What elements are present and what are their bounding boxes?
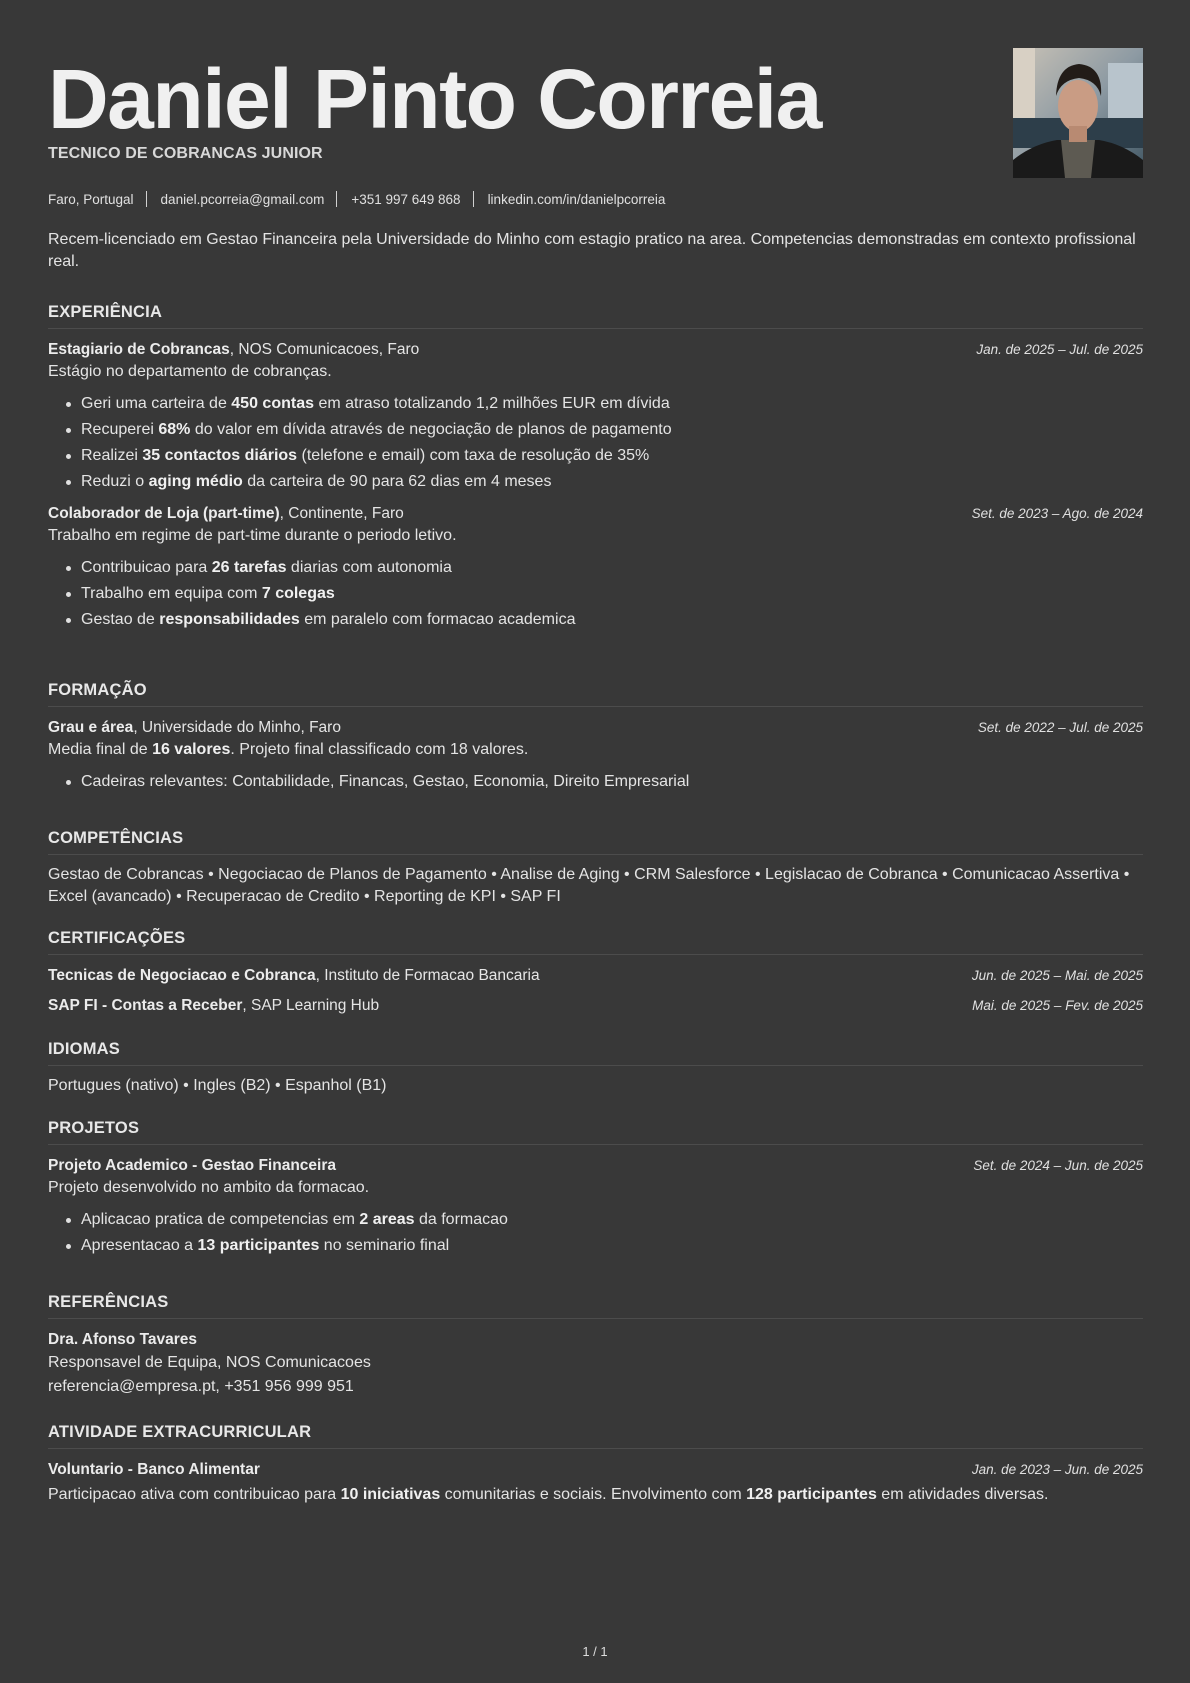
section-title: COMPETÊNCIAS <box>48 828 1143 855</box>
separator <box>336 191 337 207</box>
certification-entry: Tecnicas de Negociacao e Cobranca, Instituto de Formacao Bancaria Jun. de 2025 – Mai. de 2025 <box>48 965 1143 987</box>
role-title: Estagiario de Cobrancas <box>48 341 230 358</box>
profile-summary: Recem-licenciado em Gestao Financeira pela Universidade do Minho com estagio pratico na area. Competencias demonstradas em contexto profissional real. <box>48 231 1136 270</box>
list-item: Geri uma carteira de 450 contas em atraso totalizando 1,2 milhões EUR em dívida <box>48 391 1143 417</box>
languages-list: Portugues (nativo) • Ingles (B2) • Espanhol (B1) <box>48 1077 387 1094</box>
education-section <box>48 680 1143 795</box>
reference-name: Dra. Afonso Tavares <box>48 1331 198 1348</box>
project-title: Projeto Academico - Gestao Financeira <box>48 1157 336 1174</box>
activity-title: Voluntario - Banco Alimentar <box>48 1461 260 1478</box>
section-title: REFERÊNCIAS <box>48 1292 1143 1319</box>
location-text: Faro, Portugal <box>48 191 134 207</box>
date-range: Jun. de 2025 – Mai. de 2025 <box>971 968 1143 983</box>
list-item: Gestao de responsabilidades em paralelo com formacao academica <box>48 607 1143 633</box>
institution: , Universidade do Minho, Faro <box>133 719 341 736</box>
experience-entry <box>48 503 1143 633</box>
skills-section <box>48 828 1143 908</box>
separator <box>146 191 147 207</box>
date-range: Set. de 2023 – Ago. de 2024 <box>971 506 1143 521</box>
portrait-image-icon <box>1013 48 1143 178</box>
reference-role: Responsavel de Equipa, NOS Comunicacoes <box>48 1354 371 1371</box>
list-item: Contribuicao para 26 tarefas diarias com autonomia <box>48 555 1143 581</box>
achievement-list <box>48 555 1143 633</box>
separator <box>473 191 474 207</box>
entry-description: Estágio no departamento de cobranças. <box>48 363 332 380</box>
entry-description: Trabalho em regime de part-time durante o periodo letivo. <box>48 527 457 544</box>
skills-list: Gestao de Cobrancas • Negociacao de Planos de Pagamento • Analise de Aging • CRM Salesforce • Legislacao de Cobranca • Comunicacao Assertiva • Excel (avancado) • Recuperacao de Credito • Reporting de KPI • SAP FI <box>48 866 1130 905</box>
section-title: FORMAÇÃO <box>48 680 1143 707</box>
job-title: TECNICO DE COBRANCAS JUNIOR <box>48 145 323 162</box>
projects-section <box>48 1118 1143 1259</box>
date-range: Jan. de 2025 – Jul. de 2025 <box>976 342 1143 357</box>
languages-section <box>48 1039 1143 1097</box>
date-range: Mai. de 2025 – Fev. de 2025 <box>972 998 1143 1013</box>
courses-list <box>48 769 1143 795</box>
list-item: Reduzi o aging médio da carteira de 90 para 62 dias em 4 meses <box>48 469 1143 495</box>
linkedin-link[interactable]: linkedin.com/in/danielpcorreia <box>487 191 666 207</box>
candidate-name: Daniel Pinto Correia <box>48 52 821 146</box>
date-range: Set. de 2024 – Jun. de 2025 <box>973 1158 1143 1173</box>
list-item: Cadeiras relevantes: Contabilidade, Financas, Gestao, Economia, Direito Empresarial <box>48 769 1143 795</box>
page-number: 1 / 1 <box>582 1644 608 1659</box>
degree-title: Grau e área <box>48 719 134 736</box>
role-title: Colaborador de Loja (part-time) <box>48 505 280 522</box>
section-title: IDIOMAS <box>48 1039 1143 1066</box>
date-range: Set. de 2022 – Jul. de 2025 <box>977 720 1143 735</box>
project-bullets <box>48 1207 1143 1259</box>
education-description: Media final de 16 valores. Projeto final classificado com 18 valores. <box>48 741 529 758</box>
section-title: ATIVIDADE EXTRACURRICULAR <box>48 1422 1143 1449</box>
extracurricular-section <box>48 1422 1143 1506</box>
certifications-section <box>48 928 1143 1017</box>
achievement-list <box>48 391 1143 495</box>
reference-contact: referencia@empresa.pt, +351 956 999 951 <box>48 1378 354 1395</box>
list-item: Realizei 35 contactos diários (telefone e email) com taxa de resolução de 35% <box>48 443 1143 469</box>
certification-entry: SAP FI - Contas a Receber, SAP Learning Hub Mai. de 2025 – Fev. de 2025 <box>48 995 1143 1017</box>
organization: , Continente, Faro <box>279 505 404 522</box>
list-item: Apresentacao a 13 participantes no seminario final <box>48 1233 1143 1259</box>
section-title: PROJETOS <box>48 1118 1143 1145</box>
experience-section <box>48 302 1143 633</box>
list-item: Trabalho em equipa com 7 colegas <box>48 581 1143 607</box>
experience-entry <box>48 339 1143 495</box>
section-title: CERTIFICAÇÕES <box>48 928 1143 955</box>
organization: , NOS Comunicacoes, Faro <box>229 341 420 358</box>
section-title: EXPERIÊNCIA <box>48 302 1143 329</box>
phone-link[interactable]: +351 997 649 868 <box>351 191 461 207</box>
profile-photo <box>1013 48 1143 178</box>
list-item: Aplicacao pratica de competencias em 2 areas da formacao <box>48 1207 1143 1233</box>
email-link[interactable]: daniel.pcorreia@gmail.com <box>160 191 325 207</box>
date-range: Jan. de 2023 – Jun. de 2025 <box>971 1462 1143 1477</box>
references-section <box>48 1292 1143 1399</box>
list-item: Recuperei 68% do valor em dívida através de negociação de planos de pagamento <box>48 417 1143 443</box>
project-description: Projeto desenvolvido no ambito da formacao. <box>48 1179 370 1196</box>
contact-bar <box>48 191 665 207</box>
activity-description: Participacao ativa com contribuicao para 10 iniciativas comunitarias e sociais. Envolvimento com 128 participantes em atividades diversas. <box>48 1486 1049 1503</box>
